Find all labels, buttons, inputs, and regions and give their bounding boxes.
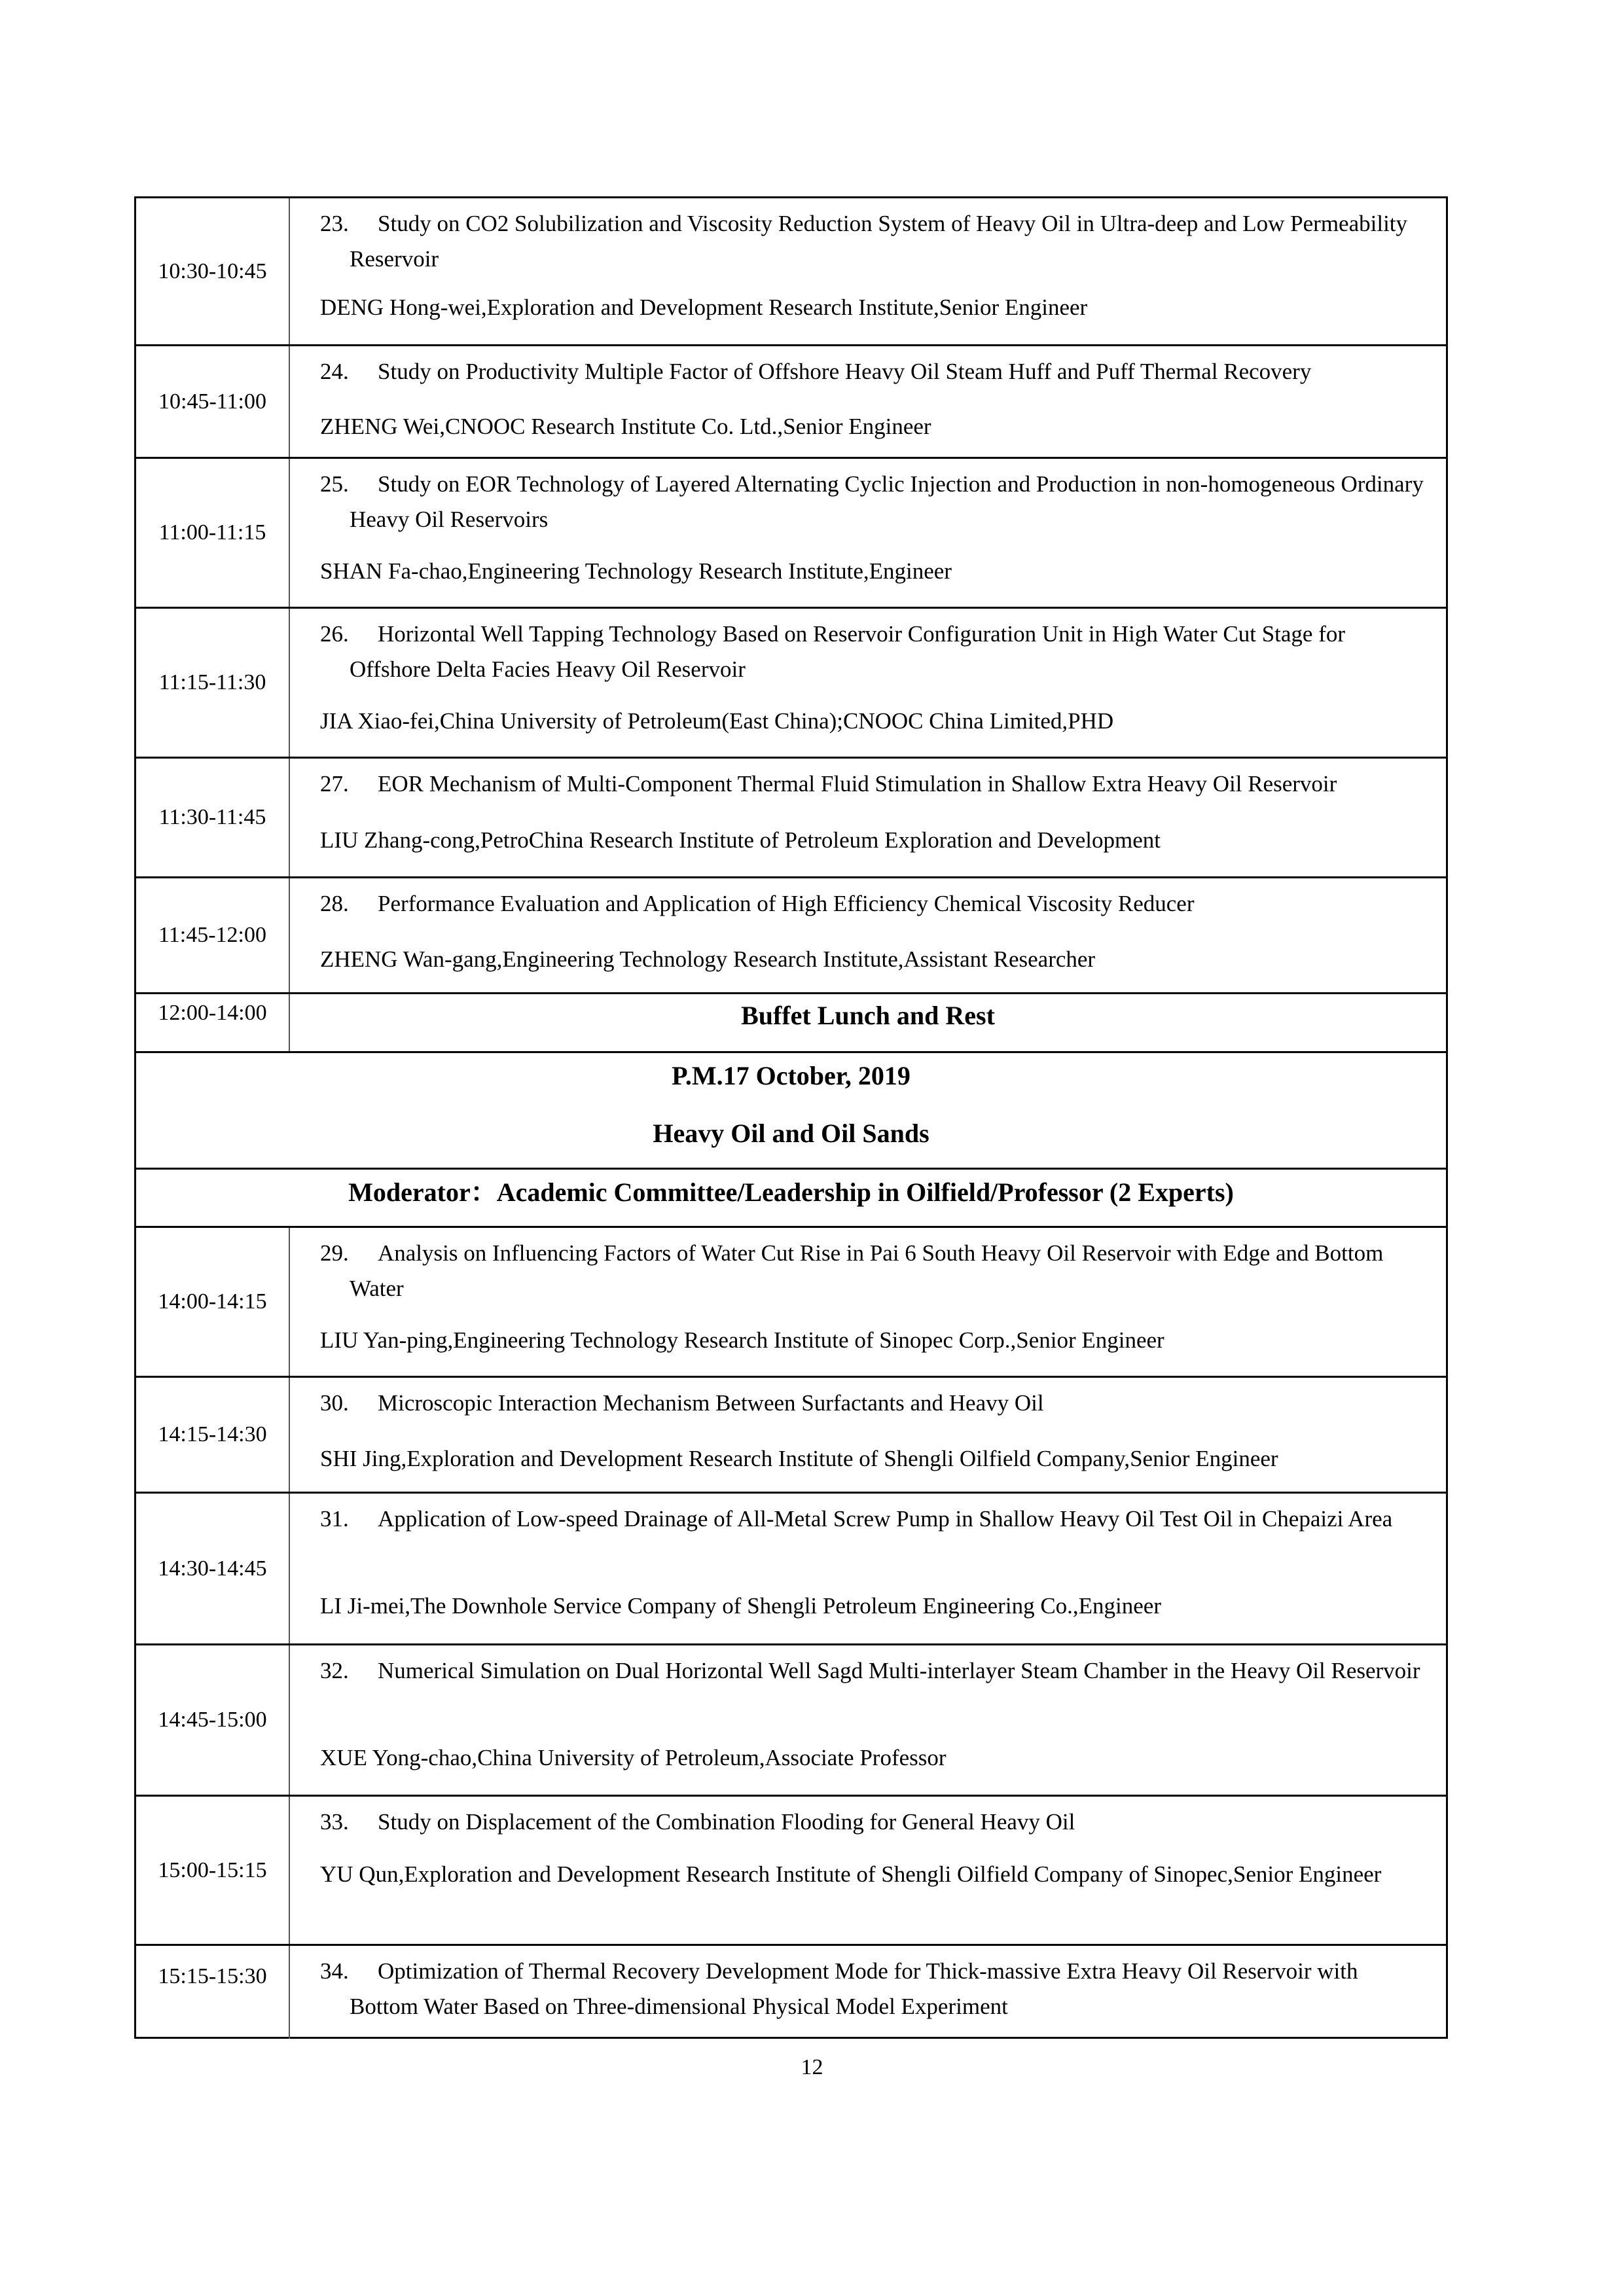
talk-author: SHI Jing,Exploration and Development Research Institute of Shengli Oilfield Company,Senior Engineer bbox=[320, 1446, 1278, 1471]
talk-title-text: Horizontal Well Tapping Technology Based on Reservoir Configuration Unit in High Water Cut Stage for Offshore Delta Facies Heavy Oil Reservoir bbox=[350, 621, 1346, 682]
talk-cell bbox=[290, 1946, 1446, 2039]
talk-author: LIU Zhang-cong,PetroChina Research Institute of Petroleum Exploration and Development bbox=[320, 827, 1161, 853]
talk-cell bbox=[290, 459, 1446, 607]
talk-cell bbox=[290, 609, 1446, 757]
talk-cell bbox=[290, 1494, 1446, 1643]
talk-title bbox=[320, 1653, 1426, 1689]
talk-cell bbox=[290, 1797, 1446, 1944]
talk-number: 25. bbox=[320, 471, 349, 497]
time-slot: 10:30-10:45 bbox=[136, 198, 290, 344]
table-row bbox=[136, 1376, 1446, 1492]
talk-title bbox=[320, 1501, 1426, 1537]
talk-title-text: Study on CO2 Solubilization and Viscosity Reduction System of Heavy Oil in Ultra-deep and Low Permeability Reservoir bbox=[350, 211, 1408, 272]
talk-title-text: Study on EOR Technology of Layered Alternating Cyclic Injection and Production in non-homogeneous Ordinary Heavy Oil Reservoirs bbox=[350, 471, 1424, 532]
talk-title bbox=[320, 467, 1426, 537]
section-date: P.M.17 October, 2019 bbox=[672, 1061, 911, 1090]
page-number: 12 bbox=[801, 2055, 823, 2079]
section-topic: Heavy Oil and Oil Sands bbox=[653, 1119, 929, 1148]
time-slot: 10:45-11:00 bbox=[136, 346, 290, 457]
talk-title-text: Microscopic Interaction Mechanism Between Surfactants and Heavy Oil bbox=[378, 1390, 1044, 1416]
talk-cell bbox=[290, 1645, 1446, 1795]
talk-number: 30. bbox=[320, 1390, 349, 1416]
talk-title-text: Analysis on Influencing Factors of Water Cut Rise in Pai 6 South Heavy Oil Reservoir with Edge and Bottom Water bbox=[350, 1240, 1384, 1301]
moderator-label: Moderator：Academic Committee/Leadership in Oilfield/Professor (2 Experts) bbox=[348, 1177, 1234, 1207]
table-row bbox=[136, 457, 1446, 607]
time-slot: 11:30-11:45 bbox=[136, 759, 290, 876]
table-row bbox=[136, 757, 1446, 876]
talk-number: 26. bbox=[320, 621, 349, 647]
talk-title-text: Study on Displacement of the Combination Flooding for General Heavy Oil bbox=[378, 1809, 1075, 1835]
lunch-row bbox=[136, 992, 1446, 1051]
time-slot: 11:45-12:00 bbox=[136, 878, 290, 992]
talk-cell bbox=[290, 759, 1446, 876]
time-slot: 12:00-14:00 bbox=[136, 994, 290, 1051]
talk-author: SHAN Fa-chao,Engineering Technology Research Institute,Engineer bbox=[320, 558, 952, 584]
talk-title-text: Performance Evaluation and Application of High Efficiency Chemical Viscosity Reducer bbox=[378, 891, 1195, 916]
talk-title bbox=[320, 354, 1426, 389]
talk-title-text: Study on Productivity Multiple Factor of Offshore Heavy Oil Steam Huff and Puff Thermal Recovery bbox=[378, 359, 1312, 384]
talk-title bbox=[320, 1386, 1426, 1421]
talk-author: XUE Yong-chao,China University of Petroleum,Associate Professor bbox=[320, 1745, 947, 1770]
talk-number: 33. bbox=[320, 1809, 349, 1835]
talk-author: ZHENG Wan-gang,Engineering Technology Research Institute,Assistant Researcher bbox=[320, 946, 1096, 972]
table-row bbox=[136, 876, 1446, 992]
talk-title-text: Application of Low-speed Drainage of All-Metal Screw Pump in Shallow Heavy Oil Test Oil in Chepaizi Area bbox=[378, 1506, 1393, 1532]
schedule-table bbox=[134, 196, 1448, 2039]
talk-number: 28. bbox=[320, 891, 349, 916]
table-row bbox=[136, 1226, 1446, 1376]
table-row bbox=[136, 1944, 1446, 2039]
talk-title bbox=[320, 1804, 1426, 1840]
lunch-cell bbox=[290, 994, 1446, 1051]
talk-title-text: EOR Mechanism of Multi-Component Thermal Fluid Stimulation in Shallow Extra Heavy Oil Reservoir bbox=[378, 771, 1337, 797]
talk-title bbox=[320, 617, 1426, 687]
talk-number: 32. bbox=[320, 1658, 349, 1683]
table-row bbox=[136, 607, 1446, 757]
table-row bbox=[136, 344, 1446, 457]
talk-number: 27. bbox=[320, 771, 349, 797]
talk-number: 29. bbox=[320, 1240, 349, 1266]
talk-title bbox=[320, 1236, 1426, 1306]
moderator-row bbox=[136, 1168, 1446, 1226]
talk-number: 23. bbox=[320, 211, 349, 236]
talk-title bbox=[320, 206, 1426, 277]
talk-author: DENG Hong-wei,Exploration and Development Research Institute,Senior Engineer bbox=[320, 295, 1088, 320]
talk-title bbox=[320, 886, 1426, 922]
talk-cell bbox=[290, 198, 1446, 344]
time-slot: 15:15-15:30 bbox=[136, 1946, 290, 2039]
talk-cell bbox=[290, 1378, 1446, 1492]
talk-title-text: Numerical Simulation on Dual Horizontal Well Sagd Multi-interlayer Steam Chamber in the Heavy Oil Reservoir bbox=[378, 1658, 1420, 1683]
talk-author: LIU Yan-ping,Engineering Technology Research Institute of Sinopec Corp.,Senior Engineer bbox=[320, 1327, 1164, 1353]
time-slot: 11:00-11:15 bbox=[136, 459, 290, 607]
time-slot: 14:45-15:00 bbox=[136, 1645, 290, 1795]
talk-author: LI Ji-mei,The Downhole Service Company of Shengli Petroleum Engineering Co.,Engineer bbox=[320, 1593, 1161, 1619]
talk-title bbox=[320, 766, 1426, 802]
section-header-row bbox=[136, 1051, 1446, 1168]
talk-author: JIA Xiao-fei,China University of Petroleum(East China);CNOOC China Limited,PHD bbox=[320, 708, 1114, 734]
table-row bbox=[136, 1795, 1446, 1944]
time-slot: 15:00-15:15 bbox=[136, 1797, 290, 1944]
talk-author: YU Qun,Exploration and Development Research Institute of Shengli Oilfield Company of Sinopec,Senior Engineer bbox=[320, 1861, 1382, 1887]
talk-title bbox=[320, 1954, 1426, 2024]
talk-number: 24. bbox=[320, 359, 349, 384]
table-row bbox=[136, 1492, 1446, 1643]
time-slot: 14:30-14:45 bbox=[136, 1494, 290, 1643]
table-row bbox=[136, 1643, 1446, 1795]
lunch-label: Buffet Lunch and Rest bbox=[741, 1001, 995, 1030]
talk-cell bbox=[290, 878, 1446, 992]
time-slot: 14:00-14:15 bbox=[136, 1228, 290, 1376]
talk-title-text: Optimization of Thermal Recovery Development Mode for Thick-massive Extra Heavy Oil Reservoir with Bottom Water Based on Three-dimensional Physical Model Experiment bbox=[350, 1958, 1358, 2019]
table-row bbox=[136, 198, 1446, 344]
talk-number: 34. bbox=[320, 1958, 349, 1984]
talk-author: ZHENG Wei,CNOOC Research Institute Co. Ltd.,Senior Engineer bbox=[320, 414, 931, 439]
time-slot: 14:15-14:30 bbox=[136, 1378, 290, 1492]
talk-cell bbox=[290, 346, 1446, 457]
time-slot: 11:15-11:30 bbox=[136, 609, 290, 757]
talk-cell bbox=[290, 1228, 1446, 1376]
talk-number: 31. bbox=[320, 1506, 349, 1532]
